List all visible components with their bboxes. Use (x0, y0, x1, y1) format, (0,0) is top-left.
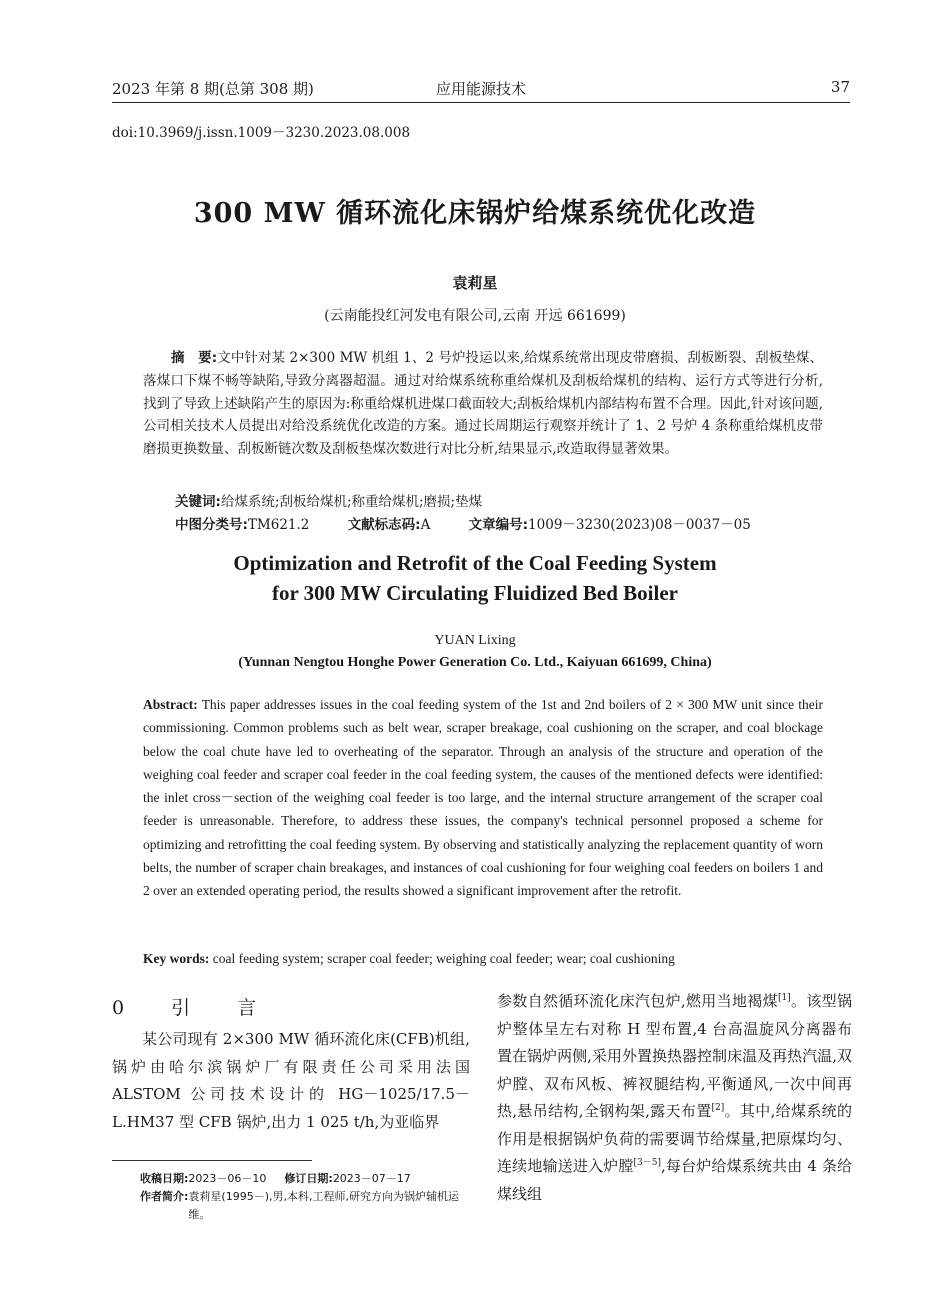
article-no-label: 文章编号: (468, 517, 529, 533)
body-left-column (112, 993, 470, 1136)
english-title-line2: for 300 MW Circulating Fluidized Bed Boiler (272, 581, 678, 605)
english-affiliation: (Yunnan Nengtou Honghe Power Generation Co. Ltd., Kaiyuan 661699, China) (238, 655, 712, 670)
bio-label: 作者简介: (140, 1190, 189, 1203)
english-title (0, 548, 950, 608)
english-author: YUAN Lixing (434, 633, 516, 648)
body-right-column (497, 988, 852, 1208)
clc-label: 中图分类号: (175, 517, 248, 533)
chinese-affiliation: (云南能投红河发电有限公司,云南 开远 661699) (324, 308, 626, 324)
right-text-4: ,每台炉给煤系统共由 4 条给煤线组 (497, 1157, 852, 1203)
classification-line (175, 513, 751, 533)
english-keywords-label: Key words: (143, 951, 210, 966)
clc-value: TM621.2 (247, 517, 310, 533)
right-text-1: 参数自然循环流化床汽包炉,燃用当地褐煤 (497, 992, 778, 1010)
english-keywords (143, 951, 675, 967)
english-keywords-text: coal feeding system; scraper coal feeder; weighing coal feeder; wear; coal cushioning (212, 951, 675, 966)
footnote (140, 1170, 463, 1224)
english-abstract-text: This paper addresses issues in the coal feeding system of the 1st and 2nd boilers of 2 × 300 MW unit since their commissioning. Common problems such as belt wear, scraper breakage, coal cushioning on the scraper, and coal blockage below the coal chute have led to overheating of the separator. Through an analysis of the structure and operation of the weighing coal feeder and scraper coal feeder in the coal feeding system, the causes of the mentioned defects were identified: the inlet cross－section of the weighing coal feeder is too large, and the internal structure arrangement of the scraper coal feeder is unreasonable. Therefore, to address these issues, the company's technical personnel proposed a scheme for optimizing and retrofitting the coal feeding system. By observing and statistically analyzing the replacement quantity of worn belts, the number of scraper chain breakages, and instances of coal cushioning for four weighing coal feeders on boilers 1 and 2 over an extended operating period, the results showed a significant improvement after the retrofit. (143, 697, 823, 899)
author-bio: 袁莉星(1995－),男,本科,工程师,研究方向为锅炉辅机运维。 (188, 1190, 459, 1221)
chinese-title: 300 MW 循环流化床锅炉给煤系统优化改造 (193, 198, 757, 229)
citation-2[interactable]: [2] (711, 1103, 725, 1113)
english-abstract-label: Abstract: (143, 697, 198, 712)
citation-3-5[interactable]: [3－5] (633, 1158, 661, 1168)
issue-info: 2023 年第 8 期(总第 308 期) (112, 80, 314, 98)
intro-paragraph-left: 某公司现有 2×300 MW 循环流化床(CFB)机组,锅炉由哈尔滨锅炉厂有限责任公司采用法国 ALSTOM 公司技术设计的 HG－1025/17.5－L.HM37 型 CFB 锅炉,出力 1 025 t/h,为亚临界 (112, 1030, 470, 1131)
chinese-keywords-text: 给煤系统;刮板给煤机;称重给煤机;磨损;垫煤 (220, 494, 483, 510)
journal-name: 应用能源技术 (435, 80, 526, 98)
chinese-abstract (143, 347, 823, 461)
revised-label: 修订日期: (284, 1172, 333, 1185)
revised-date: 2023－07－17 (332, 1172, 411, 1185)
chinese-abstract-label: 摘 要: (171, 350, 218, 366)
english-abstract (143, 693, 823, 903)
chinese-keywords-label: 关键词: (175, 494, 221, 510)
received-date: 2023－06－10 (188, 1172, 267, 1185)
right-text-3: 。其中,给煤系统的作用是根据锅炉负荷的需要调节给煤量,把原煤均匀、连续地输送进入炉膛 (497, 1102, 852, 1175)
article-no-value: 1009－3230(2023)08－0037－05 (528, 517, 751, 533)
right-text-2: 。该型锅炉整体呈左右对称 H 型布置,4 台高温旋风分离器布置在锅炉两侧,采用外置换热器控制床温及再热汽温,双炉膛、双布风板、裤衩腿结构,平衡通风,一次中间再热,悬吊结构,全钢构架,露天布置 (497, 992, 852, 1120)
chinese-abstract-text: 文中针对某 2×300 MW 机组 1、2 号炉投运以来,给煤系统常出现皮带磨损、刮板断裂、刮板垫煤、落煤口下煤不畅等缺陷,导致分离器超温。通过对给煤系统称重给煤机及刮板给煤机的结构、运行方式等进行分析,找到了导致上述缺陷产生的原因为:称重给煤机进煤口截面较大;刮板给煤机内部结构布置不合理。因此,针对该问题,公司相关技术人员提出对给没系统优化改造的方案。通过长周期运行观察并统计了 1、2 号炉 4 条称重给煤机皮带磨损更换数量、刮板断链次数及刮板垫煤次数进行对比分析,结果显示,改造取得显著效果。 (143, 350, 823, 458)
doc-code-label: 文献标志码: (347, 517, 421, 533)
received-label: 收稿日期: (140, 1172, 189, 1185)
section-heading: 0 引 言 (112, 997, 271, 1019)
english-title-line1: Optimization and Retrofit of the Coal Feeding System (233, 551, 717, 575)
citation-1[interactable]: [1] (777, 993, 791, 1003)
page-number: 37 (830, 78, 850, 96)
chinese-author: 袁莉星 (452, 274, 498, 292)
footnote-divider (112, 1160, 312, 1161)
doc-code-value: A (420, 517, 431, 533)
chinese-keywords (175, 490, 482, 510)
doi: doi:10.3969/j.issn.1009－3230.2023.08.008 (112, 125, 411, 141)
running-header (112, 76, 850, 103)
